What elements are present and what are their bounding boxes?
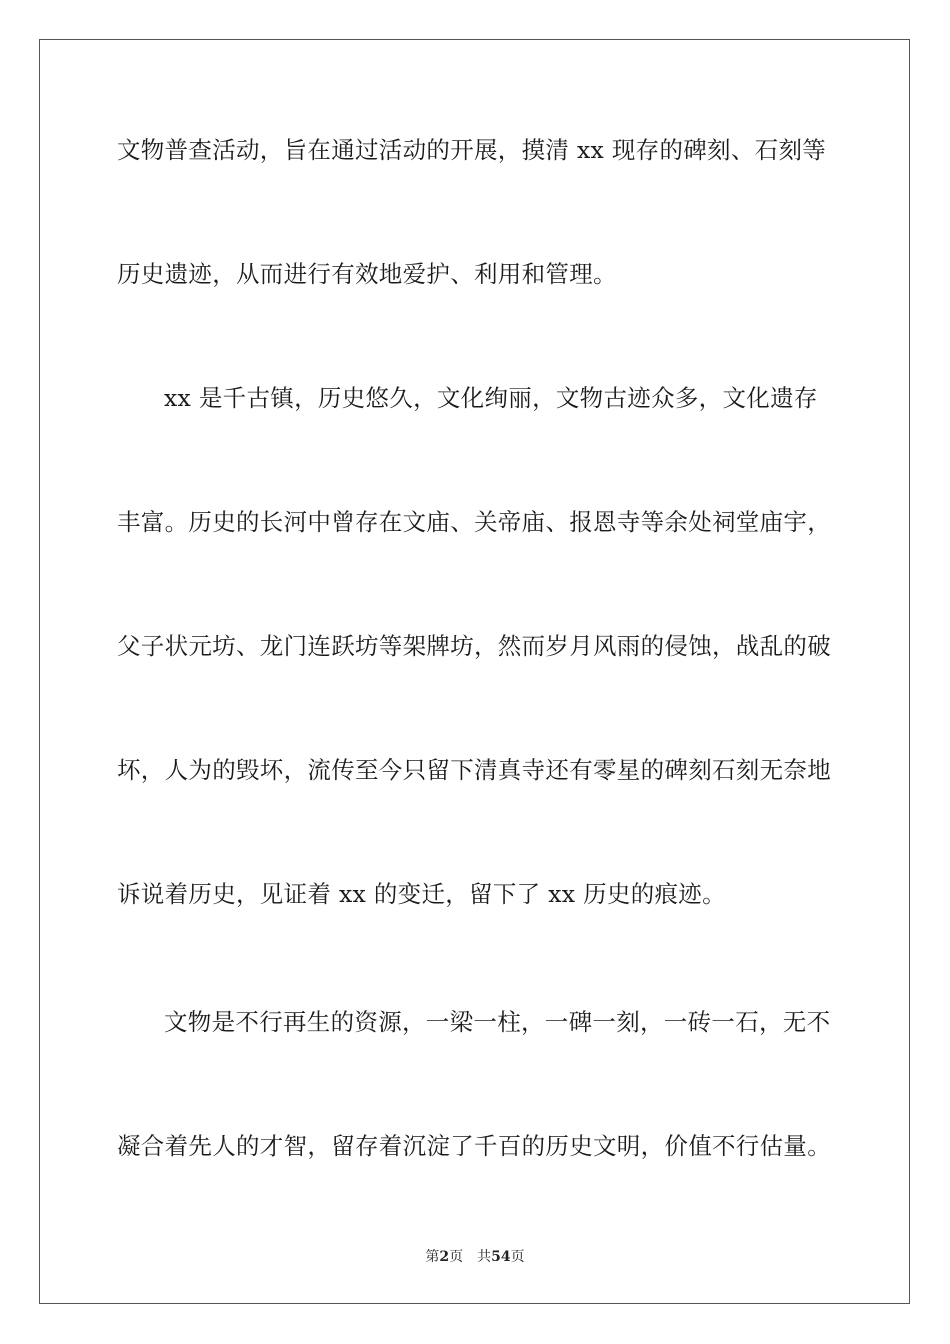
paragraph-line: 文物普查活动，旨在通过活动的开展，摸清 xx 现存的碑刻、石刻等 xyxy=(117,136,827,164)
paragraph-line: 坏，人为的毁坏，流传至今只留下清真寺还有零星的碑刻石刻无奈地 xyxy=(117,756,831,784)
paragraph-line: 丰富。历史的长河中曾存在文庙、关帝庙、报恩寺等余处祠堂庙宇， xyxy=(117,508,831,536)
page-border xyxy=(39,39,910,1304)
paragraph-line: 凝合着先人的才智，留存着沉淀了千百的历史文明，价值不行估量。 xyxy=(117,1132,831,1160)
paragraph-line: 文物是不行再生的资源，一梁一柱，一碑一刻，一砖一石，无不 xyxy=(164,1008,831,1036)
page-footer xyxy=(0,1248,950,1266)
paragraph-line: 诉说着历史，见证着 xx 的变迁，留下了 xx 历史的痕迹。 xyxy=(117,880,726,908)
page-number: 2 xyxy=(439,1249,450,1265)
paragraph-line: 父子状元坊、龙门连跃坊等架牌坊，然而岁月风雨的侵蚀，战乱的破 xyxy=(117,632,831,660)
total-suffix: 页 xyxy=(510,1249,525,1265)
page-prefix: 第 xyxy=(425,1249,440,1265)
total-pages: 54 xyxy=(491,1249,511,1265)
page-suffix: 页 xyxy=(449,1249,464,1265)
paragraph-line: xx 是千古镇，历史悠久，文化绚丽，文物古迹众多，文化遗存 xyxy=(164,384,818,412)
paragraph-line: 历史遗迹，从而进行有效地爱护、利用和管理。 xyxy=(117,260,617,288)
total-prefix: 共 xyxy=(477,1249,492,1265)
